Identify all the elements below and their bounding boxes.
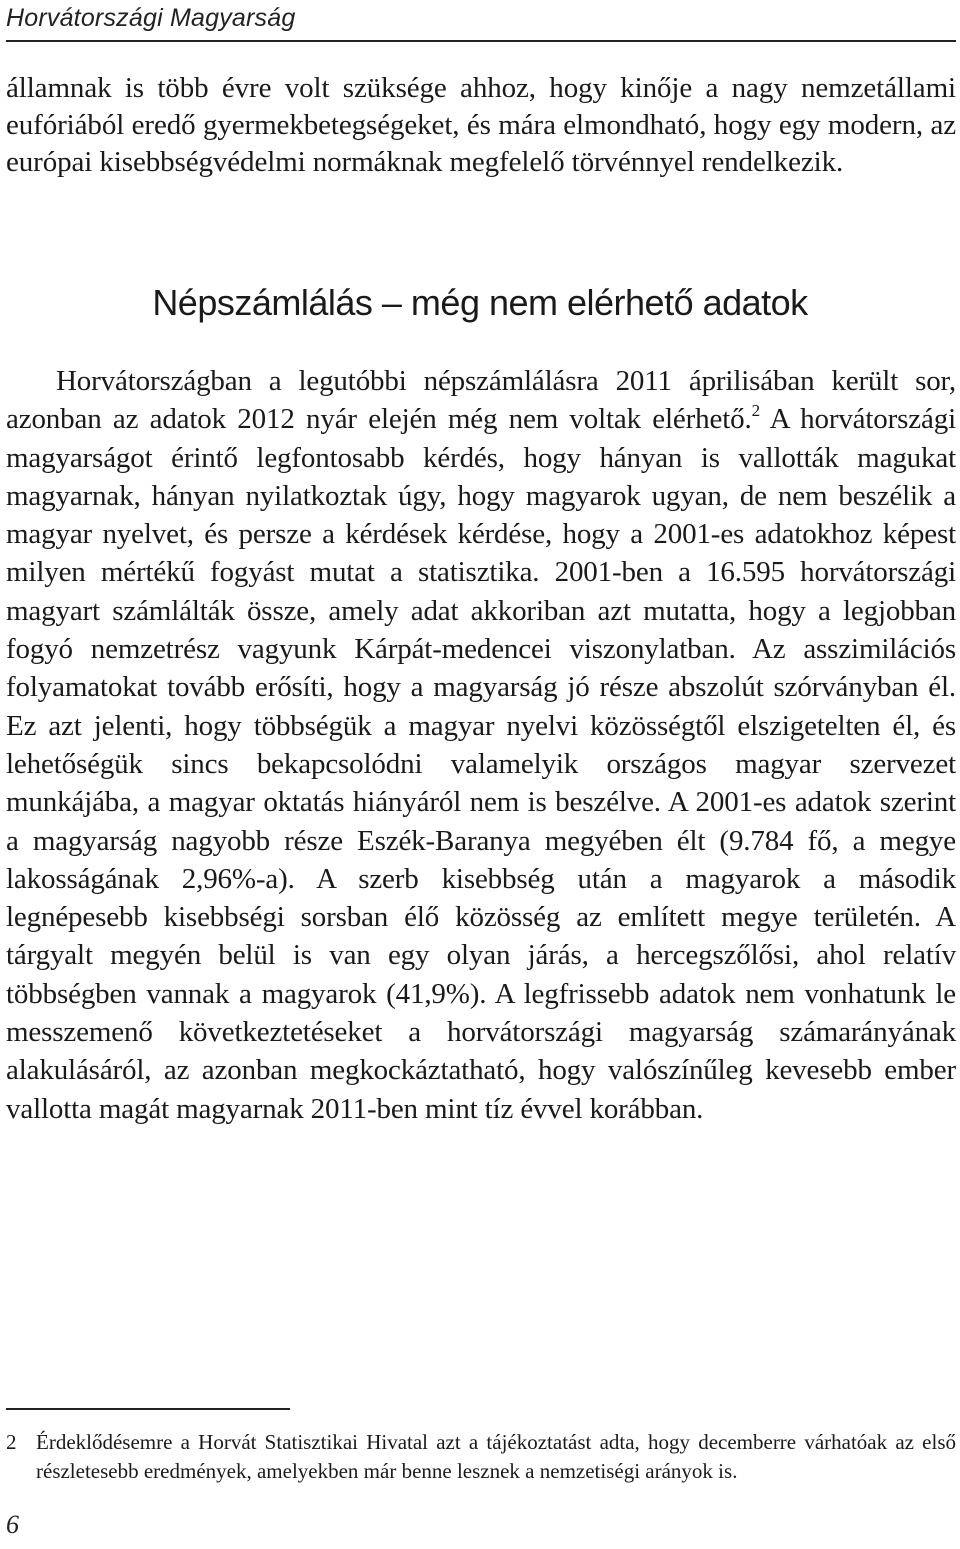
paragraph-2 (6, 362, 956, 1128)
footnote-rule (6, 1408, 290, 1410)
running-head: Horvátországi Magyarság (6, 4, 296, 32)
paragraph-2-text-before-note: Horvátországban a legutóbbi népszámlálásra 2011 áprilisában került sor, azonban az adatok 2012 nyár elején még nem voltak elérhető. (6, 365, 956, 436)
footnote (6, 1428, 956, 1486)
page-number: 6 (6, 1510, 19, 1539)
footnote-reference[interactable]: 2 (751, 401, 760, 421)
header-rule (6, 40, 956, 42)
paragraph-2-text-after-note: A horvátországi magyarságot érintő legfontosabb kérdés, hogy hányan is vallották magukat magyarnak, hányan nyilatkoztak úgy, hogy magyarok ugyan, de nem beszélik a magyar nyelvet, és persze a kérdések kérdése, hogy a 2001-es adatokhoz képest milyen mértékű fogyást mutat a statisztika. 2001-ben a 16.595 horvátországi magyart számlálták össze, amely adat akkoriban azt mutatta, hogy a legjobban fogyó nemzetrész vagyunk Kárpát-medencei viszonylatban. Az asszimilációs folyamatokat tovább erősíti, hogy a magyarság jó része abszolút szórványban él. Ez azt jelenti, hogy többségük a magyar nyelvi közösségtől elszigetelten él, és lehetőségük sincs bekapcsolódni valamelyik országos magyar szervezet munkájába, a magyar oktatás hiányáról nem is beszélve. A 2001-es adatok szerint a magyarság nagyobb része Eszék-Baranya megyében élt (9.784 fő, a megye lakosságának 2,96%-a). A szerb kisebbség után a magyarok a második legnépesebb kisebbségi sorsban élő közösség az említett megye területén. A tárgyalt megyén belül is van egy olyan járás, a hercegszőlősi, ahol relatív többségben vannak a magyarok (41,9%). A legfrissebb adatok nem vonhatunk le messzemenő következtetéseket a horvátországi magyarság számarányának alakulásáról, az azonban megkockáztatható, hogy valószínűleg kevesebb ember vallotta magát magyarnak 2011-ben mint tíz évvel korábban. (6, 403, 957, 1125)
section-heading: Népszámlálás – még nem elérhető adatok (152, 282, 808, 323)
paragraph-1: államnak is több évre volt szüksége ahhoz, hogy kinője a nagy nemzetállami eufóriából eredő gyermekbetegségeket, és mára elmondható, hogy egy modern, az európai kisebbségvédelmi normáknak megfelelő törvénnyel rendelkezik. (6, 72, 956, 178)
footnote-number: 2 (6, 1430, 17, 1454)
footnote-text: Érdeklődésemre a Horvát Statisztikai Hivatal azt a tájékoztatást adta, hogy decemberre várhatóak az első részletesebb eredmények, amelyekben már benne lesznek a nemzetiségi arányok is. (36, 1430, 956, 1483)
